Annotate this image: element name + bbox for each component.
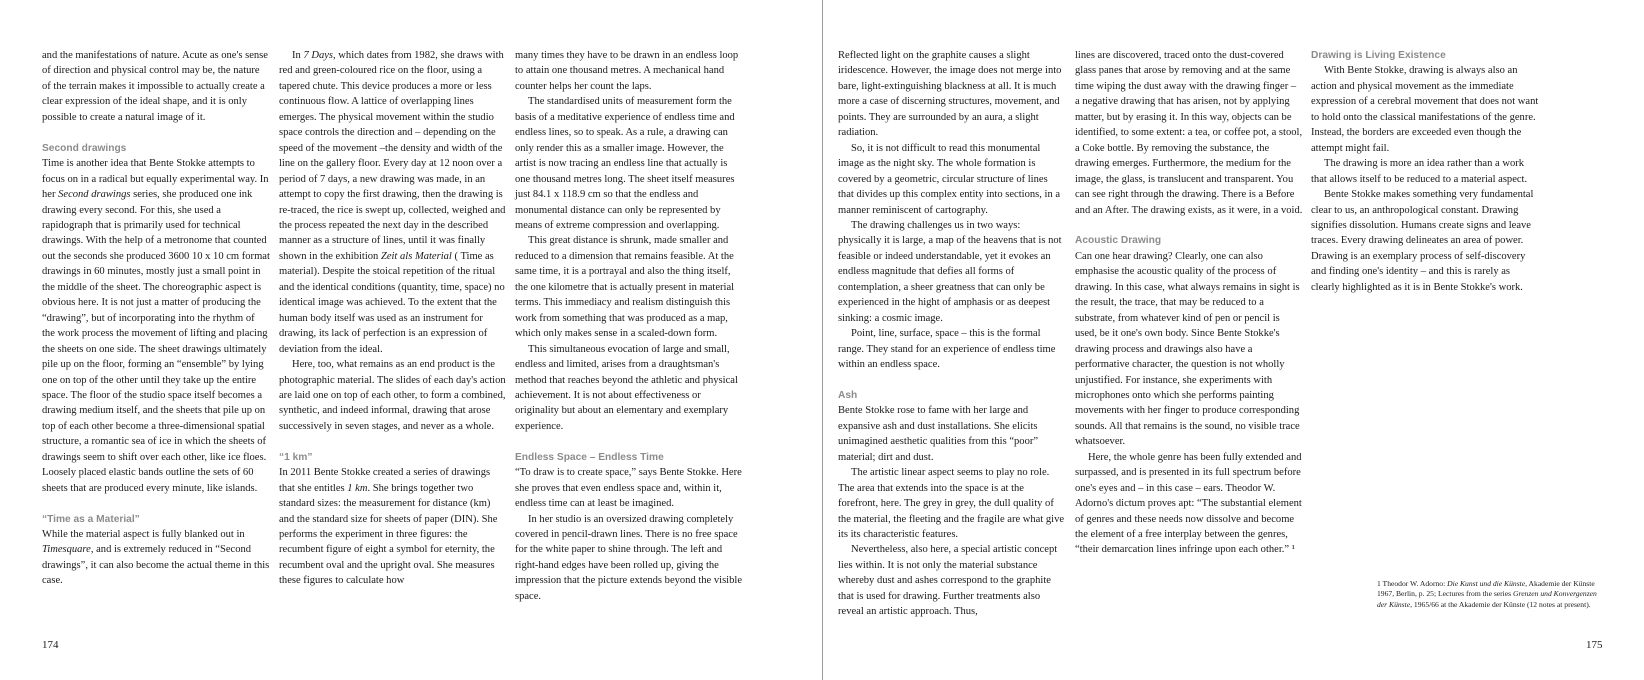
text-run: Here, the whole genre has been fully extended and surpassed, and is presented in its full spectrum before one's eyes and – in this case – ears. Theodor W. Adorno's dictum proves apt: “The substantial element of genres and these needs now dissolve and become the element of a free interplay between the genres, “their demarcation lines infringe upon each other.” ¹ (1075, 451, 1302, 556)
text-run: “To draw is to create space,” says Bente Stokke. Here she proves that even endless space and, within it, endless time can at least be imagined. (515, 467, 742, 510)
text-run: In (292, 50, 304, 61)
paragraph (1311, 63, 1539, 156)
paragraph (279, 48, 507, 357)
italic-title: Second drawings (58, 189, 131, 201)
page-number-right: 175 (1586, 639, 1603, 651)
text-run: Time is another idea that Bente Stokke attempts to focus on in a radical but equally experimental way. In her (42, 158, 269, 201)
footnote (1377, 579, 1605, 610)
text-run: ( Time as material). Despite the stoical repetition of the ritual and the identical conditions (quantity, time, space) no identical image was achieved. To the extent that the human body itself was used as an instrument for drawing, its lack of perfection is an expression of deviation from the ideal. (279, 250, 505, 355)
paragraph (515, 233, 743, 341)
left-column-2 (279, 48, 507, 589)
text-run: So, it is not difficult to read this monumental image as the night sky. The whole formation is covered by a geometric, circular structure of lines that divides up this complex entity into sections, in a manner reminiscent of cartography. (838, 142, 1061, 216)
text-run: , 1965/66 at the Akademie der Künste (12 notes at present). (1410, 599, 1591, 609)
paragraph (1311, 156, 1539, 187)
text-run: , which dates from 1982, she draws with red and green-coloured rice on the floor, using a tapered chute. This device produces a more or less continuous flow. A lattice of overlapping lines emerges. The physical movement within the studio space controls the direction and – depending on the speed of the movement –the density and width of the line on the gallery floor. Every day at 12 noon over a period of 7 days, a new drawing was made, in an attempt to copy the first drawing, then the drawing is re-traced, the rice is swept up, collected, weighed and the process repeated the next day in the described manner as a structure of lines, until it was finally shown in the exhibition (279, 50, 506, 262)
paragraph (515, 48, 743, 94)
text-run: In her studio is an oversized drawing completely covered in pencil-drawn lines. There is no free space for the white paper to shine through. The left and right-hand edges have been rolled up, giving the impression that the picture extends beyond the visible space. (515, 513, 743, 602)
section-heading: “1 km” (279, 451, 313, 463)
paragraph (515, 342, 743, 435)
paragraph (838, 141, 1066, 218)
section-heading: Endless Space – Endless Time (515, 451, 664, 463)
section-spacer (1075, 218, 1303, 233)
italic-title: 1 km (347, 482, 368, 494)
right-page (823, 0, 1644, 680)
paragraph (42, 527, 270, 589)
text-run: , and is extremely reduced in “Second drawings”, it can also become the actual theme in this case. (42, 544, 270, 587)
left-column-3 (515, 48, 743, 604)
paragraph (279, 465, 507, 589)
text-run: Bente Stokke makes something very fundamental clear to us, an anthropological constant. Drawing signifies dissolution. Humans create signs and leave traces. Every drawing delineates an area of power. Drawing is an exemplary process of self-discovery and finding one's identity – and this is rarely as clearly highlighted as it is in Bente Stokke's work. (1311, 189, 1534, 293)
text-run: While the material aspect is fully blanked out in (42, 529, 245, 541)
section-spacer (515, 434, 743, 449)
paragraph (1075, 48, 1303, 218)
text-run: Nevertheless, also here, a special artistic concept lies within. It is not only the material substance whereby dust and ashes correspond to the graphite that is used for drawing. Further treatments also reveal an artistic approach. Thus, (838, 544, 1058, 618)
text-run: The artistic linear aspect seems to play no role. The area that extends into the space is at the forefront, here. The grey in grey, the dull quality of the material, the fleeting and the fragile are what give its its characteristic features. (838, 467, 1065, 541)
text-run: Reflected light on the graphite causes a slight iridescence. However, the image does not merge into bare, light-extinguishing blackness at all. It is much more a case of discerning structures, movement, and points. They are surrounded by an aura, a slight radiation. (838, 50, 1062, 139)
paragraph (515, 94, 743, 233)
section-spacer (42, 125, 270, 140)
italic-title: Timesquare (42, 544, 91, 556)
italic-title: Zeit als Material (380, 250, 452, 262)
paragraph (838, 326, 1066, 372)
text-run: In 2011 Bente Stokke created a series of drawings that she entitles (279, 467, 491, 494)
paragraph (42, 156, 270, 496)
paragraph (1311, 187, 1539, 295)
right-column-2 (1075, 48, 1303, 558)
text-run: This simultaneous evocation of large and small, endless and limited, arises from a draughtsman's method that reaches beyond the athletic and physical achievement. It is not about effectiveness or originality but about an elementary and exemplary experience. (515, 343, 738, 432)
text-run: The drawing is more an idea rather than a work that allows itself to be reduced to a material aspect. (1311, 158, 1528, 185)
paragraph (838, 403, 1066, 465)
section-heading: Drawing is Living Existence (1311, 50, 1446, 61)
text-run: The drawing challenges us in two ways: physically it is large, a map of the heavens that is not feasible or indeed understandable, yet it evokes an endless magnitude that defies all forms of contemplation, a sheer greatness that can only be experienced in the hight of amphasis or as deepest sinking: a cosmic image. (838, 219, 1062, 324)
text-run: The standardised units of measurement form the basis of a meditative experience of endless time and endless lines, so to speak. As a rule, a drawing can only render this as a smaller image. However, the artist is now tracing an endless line that actually is one thousand metres long. The sheet itself measures just 84.1 x 118.9 cm so that the endless and monumental distance can only be represented by means of extreme compression and overlapping. (515, 96, 735, 231)
paragraph (1075, 450, 1303, 558)
text-run: , Akademie der Künste 1967, Berlin, p. 25; Lectures from the series (1377, 579, 1595, 599)
italic-title: 7 Days (303, 50, 334, 61)
text-run: 1 Theodor W. Adorno: (1377, 579, 1448, 588)
section-heading: Second drawings (42, 142, 127, 154)
paragraph (515, 512, 743, 605)
paragraph (838, 465, 1066, 542)
paragraph (838, 218, 1066, 326)
text-run: series, she produced one ink drawing every second. For this, she used a rapidograph that is primarily used for technical drawings. With the help of a metronome that counted out the seconds she produced 3600 10 x 10 cm format drawings in 60 minutes, mostly just a small point in the middle of the sheet. The choreographic aspect is obvious here. It is not just a matter of producing the “drawing”, but of incorporating into the rhythm of the work process the movement of lifting and placing the sheets on one side. The sheet drawings ultimately pile up on the floor, forming an “ensemble” by lying one on top of the other until they take up the entire space. The floor of the studio space itself becomes a drawing medium itself, and the sheets that pile up on top of each other become a three-dimensional spatial structure, a romantic sea of ice in which the sheets of drawings seem to shift over each other, like ice floes. Loosely placed elastic bands outline the sets of 60 sheets that are produced every minute, like islands. (42, 189, 270, 494)
text-run: Point, line, surface, space – this is the formal range. They stand for an experience of endless time within an endless space. (838, 328, 1056, 371)
right-column-3 (1311, 48, 1539, 295)
text-run: Here, too, what remains as an end product is the photographic material. The slides of each day's action are laid one on top of each other, to form a combined, synthetic, and indeed informal, drawing that arose successively in seven stages, and never as a whole. (279, 359, 506, 432)
text-run: Can one hear drawing? Clearly, one can also emphasise the acoustic quality of the process of drawing. In this case, what always remains in sight is the result, the trace, that may be reduced to a substrate, from whatever kind of pen or pencil is used, be it one's own body. Since Bente Stokke's drawing process and drawings also have a performative character, the question is not wholly unjustified. For instance, she experiments with microphones onto which she performs painting movements with her finger to produce corresponding sounds. All that remains is the sound, no visible trace whatsoever. (1075, 250, 1300, 448)
text-run: With Bente Stokke, drawing is always also an action and physical movement as the immediate expression of a cerebral movement that does not want to hold onto the classical manifestations of the genre. Instead, the borders are exceeded even though the attempt might fail. (1311, 65, 1539, 154)
text-run: many times they have to be drawn in an endless loop to attain one thousand metres. A mechanical hand counter helps her count the laps. (515, 50, 739, 92)
paragraph (279, 357, 507, 434)
text-run: . She brings together two standard sizes: the measurement for distance (km) and the standard size for sheets of paper (DIN). She performs the experiment in three figures: the recumbent figure of eight a symbol for eternity, the recumbent oval and the upright oval. She measures these figures to calculate how (279, 482, 498, 587)
italic-title: Grenzen und Konvergenzen der Künste (1377, 589, 1597, 609)
left-column-1 (42, 48, 270, 589)
section-heading: Acoustic Drawing (1075, 235, 1162, 247)
right-column-1 (838, 48, 1066, 620)
paragraph (42, 48, 270, 125)
section-spacer (42, 496, 270, 511)
italic-title: Die Kunst und die Künste (1447, 579, 1526, 588)
text-run: and the manifestations of nature. Acute as one's sense of direction and physical control may be, the nature of the terrain makes it impossible to actually create a clear expression of the ideal shape, and it is only possible to create a natural image of it. (42, 50, 268, 123)
text-run: This great distance is shrunk, made smaller and reduced to a dimension that remains feasible. At the same time, it is a portrayal and also the thing itself, the one kilometre that is actually present in material terms. This immediacy and realism distinguish this work from something that was produced as a map, which only makes sense in a scaled-down form. (515, 235, 735, 340)
paragraph (838, 48, 1066, 141)
page-number-left: 174 (42, 639, 59, 651)
text-run: lines are discovered, traced onto the dust-covered glass panes that arose by removing and at the same time wiping the dust away with the drawing finger – a negative drawing that has arisen, not by applying matter, but by erasing it. In this way, objects can be identified, to some extent: a tea, or coffee pot, a stool, a Coke bottle. By removing the substance, the drawing emerges. Furthermore, the medium for the image, the glass, is translucent and transparent. You can see right through the drawing. There is a Before and an After. The drawing exists, as it were, in a void. (1075, 50, 1303, 216)
section-spacer (279, 434, 507, 449)
section-heading: Ash (838, 389, 858, 401)
section-heading: “Time as a Material” (42, 513, 140, 525)
section-spacer (838, 373, 1066, 388)
paragraph (1075, 249, 1303, 450)
text-run: Bente Stokke rose to fame with her large and expansive ash and dust installations. She elicits unimagined aesthetic qualities from this “poor” material; dirt and dust. (838, 405, 1039, 463)
paragraph (515, 465, 743, 511)
paragraph (838, 542, 1066, 619)
